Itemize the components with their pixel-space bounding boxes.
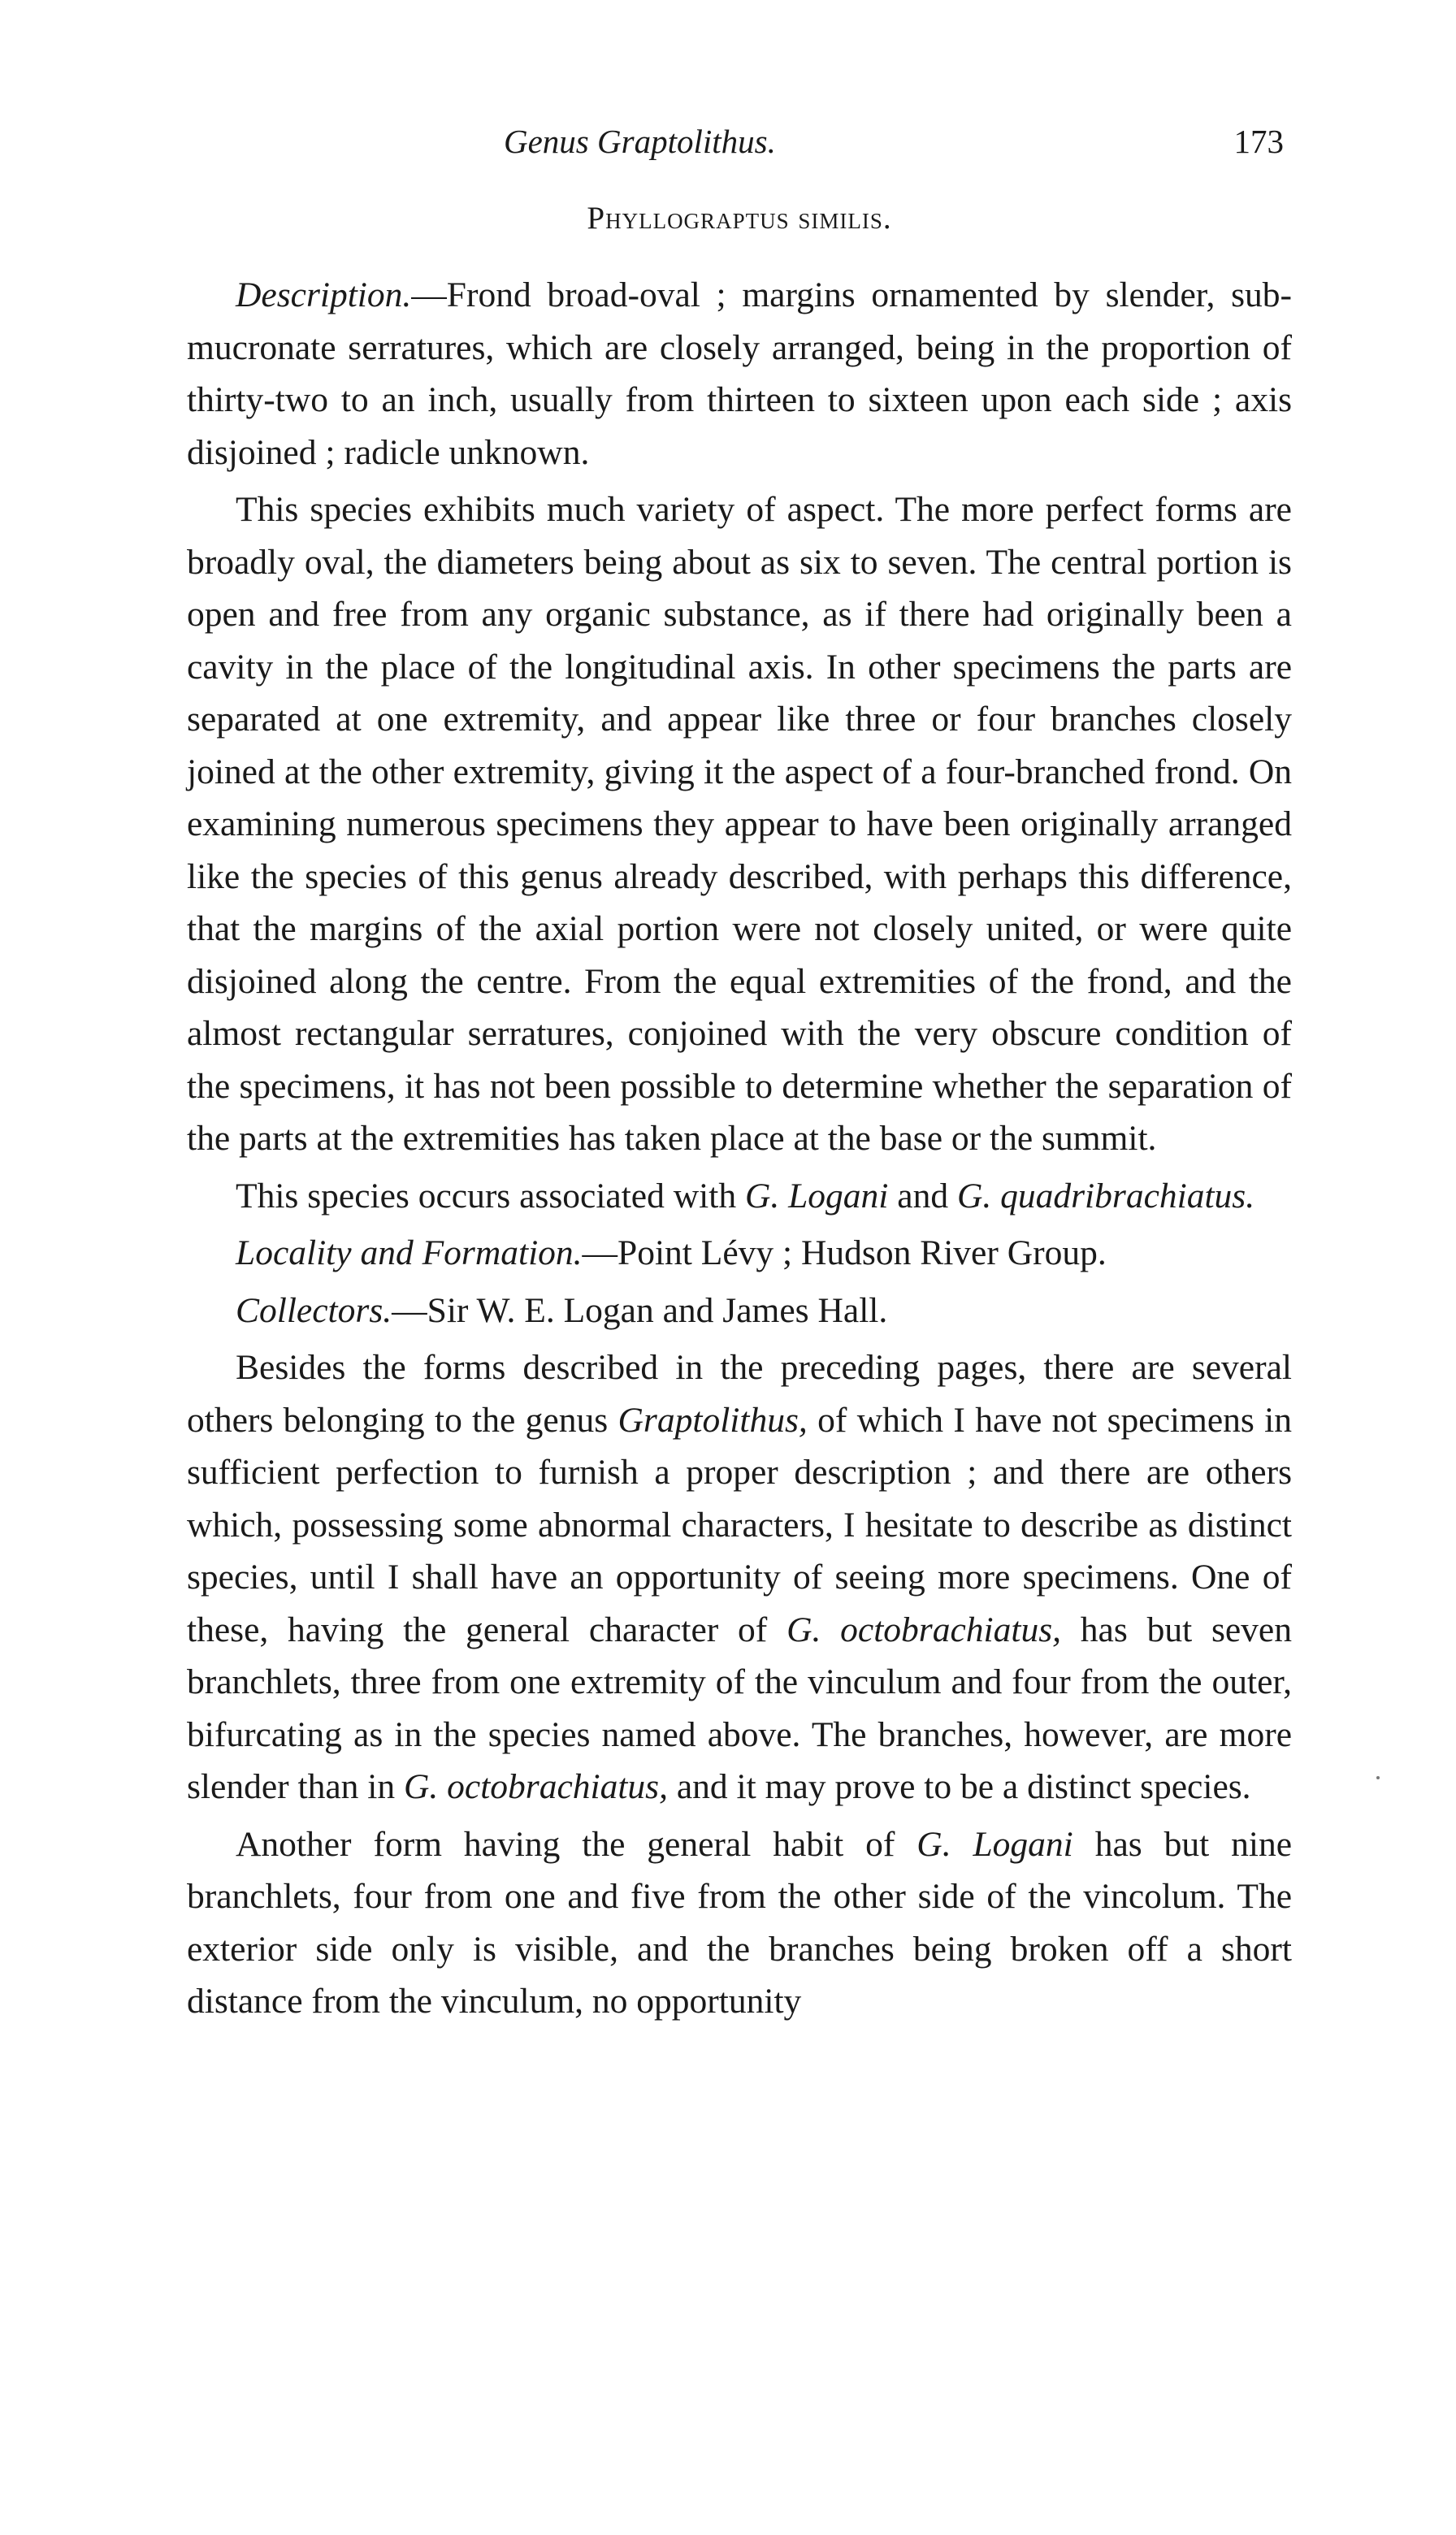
association-text-2: and xyxy=(888,1176,957,1216)
collectors-lead: Collectors. xyxy=(236,1290,392,1330)
running-title: Genus Graptolithus. xyxy=(504,123,776,160)
species-octobrachiatus-2: G. octobrachiatus, xyxy=(403,1767,668,1806)
other-forms-text-3: has but seven branchlets, three from one extremity of the vinculum and four from the outer, bifurcating as in the species named above. The branches, however, are more slender than in xyxy=(187,1610,1292,1806)
paragraph-association xyxy=(187,1170,1292,1223)
species-logani: G. Logani xyxy=(744,1176,889,1216)
locality-lead: Locality and Formation. xyxy=(236,1233,583,1272)
section-title: Phyllograptus similis. xyxy=(587,201,892,236)
description-text: —Frond broad-oval ; margins ornamented by slender, sub-mucronate serratures, which are closely arranged, being in the proportion of thirty-two to an inch, usually from thirteen to sixteen upon each side ; axis disjoined ; radicle unknown. xyxy=(187,275,1292,472)
book-page xyxy=(187,122,1292,2033)
paragraph-another-form xyxy=(187,1818,1292,2028)
species-octobrachiatus-1: G. octobrachiatus, xyxy=(786,1610,1062,1649)
paragraph-other-forms xyxy=(187,1341,1292,1814)
another-form-text-2: has but nine branchlets, four from one and five from the other side of the vincolum. The exterior side only is visible, and the branches being broken off a short distance from the vinculum, no opportunity xyxy=(187,1824,1292,2021)
other-forms-text-1: Besides the forms described in the preceding pages, there are several others belonging to the genus xyxy=(187,1348,1292,1440)
running-head xyxy=(187,122,1292,179)
genus-graptolithus: Graptolithus, xyxy=(618,1400,808,1440)
paragraph-description xyxy=(187,269,1292,479)
print-speck xyxy=(1376,1776,1380,1779)
locality-text: —Point Lévy ; Hudson River Group. xyxy=(582,1233,1107,1272)
description-lead: Description. xyxy=(236,275,412,314)
body-text xyxy=(187,269,1292,2028)
paragraph-variety: This species exhibits much variety of aspect. The more perfect forms are broadly oval, the diameters being about as six to seven. The central portion is open and free from any organic substance, as if there had originally been a cavity in the place of the longitudinal axis. In other specimens the parts are separated at one extremity, and appear like three or four branches closely joined at the other extremity, giving it the aspect of a four-branched frond. On examining numerous specimens they appear to have been originally arranged like the species of this genus already described, with perhaps this difference, that the margins of the axial portion were not closely united, or were quite disjoined along the centre. From the equal extremities of the frond, and the almost rectangular serratures, conjoined with the very obscure condition of the specimens, it has not been possible to determine whether the separation of the parts at the extremities has taken place at the base or the summit. xyxy=(187,490,1292,1158)
association-text-1: This species occurs associated with xyxy=(236,1176,745,1216)
paragraph-locality xyxy=(187,1227,1292,1280)
other-forms-text-2: of which I have not specimens in sufficient perfection to furnish a proper description ; and there are others which, possessing some abnormal characters, I hesitate to describe as distinct species, until I shall have an opportunity of seeing more specimens. One of these, having the general character of xyxy=(187,1400,1292,1649)
collectors-text: —Sir W. E. Logan and James Hall. xyxy=(392,1290,888,1330)
other-forms-text-4: and it may prove to be a distinct species. xyxy=(668,1767,1251,1806)
another-form-text-1: Another form having the general habit of xyxy=(236,1824,917,1864)
species-quadribrachiatus: G. quadribrachiatus. xyxy=(956,1176,1255,1216)
paragraph-collectors xyxy=(187,1285,1292,1337)
species-logani-2: G. Logani xyxy=(916,1824,1073,1864)
page-number: 173 xyxy=(1233,123,1284,160)
